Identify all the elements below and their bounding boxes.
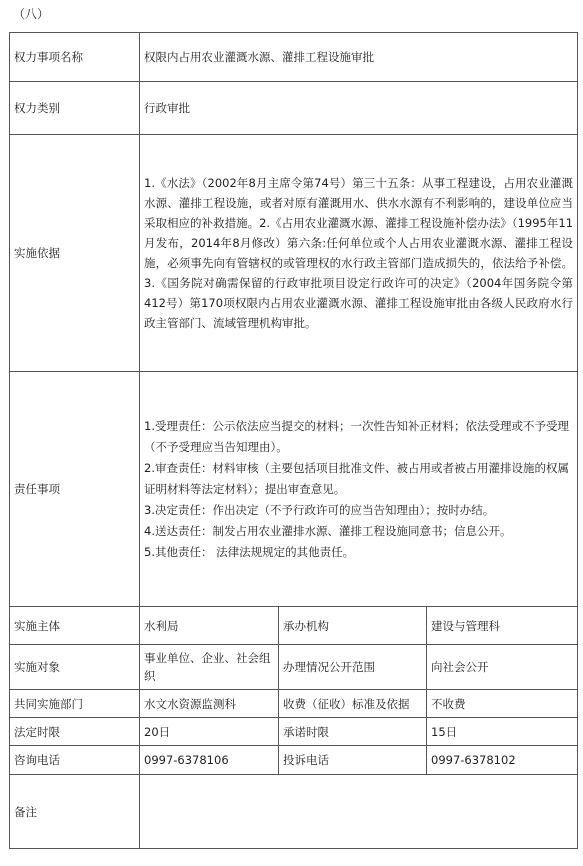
- basis-label: 实施依据: [10, 135, 140, 372]
- responsibility-item: 3.决定责任：作出决定（不予行政许可的应当告知理由）；按时办结。: [144, 502, 495, 517]
- target-value: 事业单位、企业、社会组织: [140, 645, 279, 690]
- consult-phone-value: 0997-6378106: [140, 746, 279, 775]
- consult-phone-label: 咨询电话: [10, 746, 140, 775]
- table-row: [10, 645, 578, 690]
- category-label: 权力类别: [10, 82, 140, 135]
- category-value: 行政审批: [140, 82, 578, 135]
- section-heading: （八）: [13, 7, 50, 21]
- remarks-label: 备注: [10, 775, 140, 849]
- disclosure-value: 向社会公开: [427, 645, 578, 690]
- responsibility-item: 2.审查责任：材料审核（主要包括项目批准文件、被占用或者被占用灌排设施的权属证明材料等法定材料）；提出审查意见。: [144, 460, 569, 496]
- table-row: [10, 690, 578, 718]
- responsibility-item: 4.送达责任：制发占用农业灌排水源、灌排工程设施同意书；信息公开。: [144, 523, 512, 538]
- agency-label: 承办机构: [279, 607, 427, 645]
- table-row: [10, 775, 578, 849]
- table-row: [10, 82, 578, 135]
- responsibility-label: 责任事项: [10, 372, 140, 607]
- remarks-value: [140, 775, 578, 849]
- joint-label: 共同实施部门: [10, 690, 140, 718]
- promise-time-label: 承诺时限: [279, 718, 427, 746]
- subject-value: 水利局: [140, 607, 279, 645]
- disclosure-label: 办理情况公开范围: [279, 645, 427, 690]
- power-item-table: [9, 32, 578, 849]
- responsibility-item: 1.受理责任：公示依法应当提交的材料；一次性告知补正材料；依法受理或不予受理（不予受理应当告知理由）。: [144, 418, 569, 454]
- table-row: [10, 372, 578, 607]
- responsibility-value: [140, 372, 578, 607]
- name-value: 权限内占用农业灌溉水源、灌排工程设施审批: [140, 33, 578, 82]
- table-row: [10, 33, 578, 82]
- agency-value: 建设与管理科: [427, 607, 578, 645]
- table-row: [10, 746, 578, 775]
- complaint-phone-label: 投诉电话: [279, 746, 427, 775]
- joint-value: 水文水资源监测科: [140, 690, 279, 718]
- table-row: [10, 718, 578, 746]
- fee-label: 收费（征收）标准及依据: [279, 690, 427, 718]
- basis-value: 1.《水法》（2002年8月主席令第74号）第三十五条：从事工程建设，占用农业灌溉水源、灌排工程设施，或者对原有灌溉用水、供水水源有不利影响的，建设单位应当采取相应的补救措施。2.《占用农业灌溉水源、灌排工程设施补偿办法》（1995年11月发布，2014年8月修改）第六条:任何单位或个人占用农业灌溉水源、灌排工程设施，必须事先向有管辖权的或管理权的水行政主管部门造成损失的，依法给予补偿。3.《国务院对确需保留的行政审批项目设定行政许可的决定》（2004年国务院令第412号）第170项权限内占用农业灌溉水源、灌排工程设施审批由各级人民政府水行政主管部门、流域管理机构审批。: [140, 135, 578, 372]
- legal-time-label: 法定时限: [10, 718, 140, 746]
- subject-label: 实施主体: [10, 607, 140, 645]
- table-row: [10, 135, 578, 372]
- target-label: 实施对象: [10, 645, 140, 690]
- responsibility-item: 5.其他责任： 法律法规规定的其他责任。: [144, 544, 355, 559]
- fee-value: 不收费: [427, 690, 578, 718]
- promise-time-value: 15日: [427, 718, 578, 746]
- legal-time-value: 20日: [140, 718, 279, 746]
- table-row: [10, 607, 578, 645]
- name-label: 权力事项名称: [10, 33, 140, 82]
- complaint-phone-value: 0997-6378102: [427, 746, 578, 775]
